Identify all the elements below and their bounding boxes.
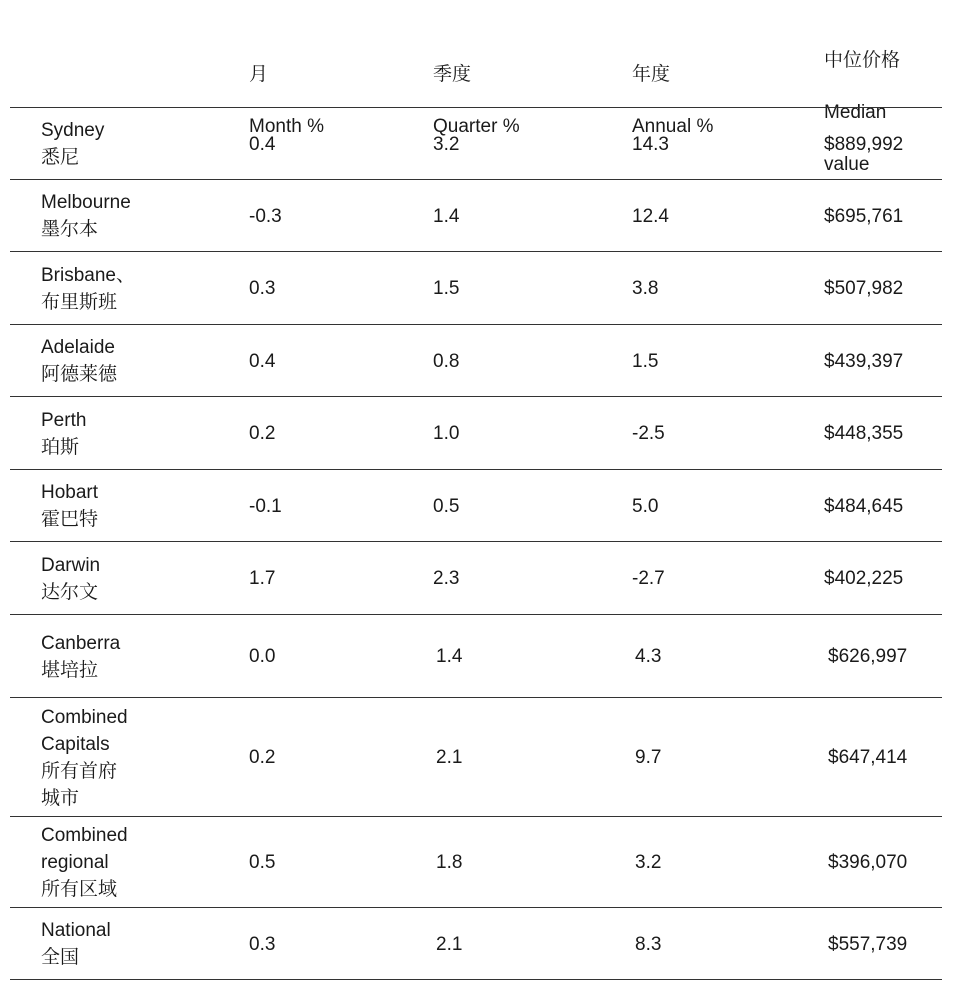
city-name-line: 达尔文 xyxy=(41,582,99,603)
quarter-value: 1.8 xyxy=(436,852,463,873)
median-value: $889,992 xyxy=(824,134,904,155)
median-value: $507,982 xyxy=(824,278,904,299)
quarter-value: 2.3 xyxy=(433,568,460,589)
table-row xyxy=(0,698,956,817)
median-value: $448,355 xyxy=(824,423,904,444)
city-name-line: National xyxy=(41,920,111,941)
month-value: 0.3 xyxy=(249,934,276,955)
city-name xyxy=(41,822,128,903)
city-name-line: 布里斯班 xyxy=(41,292,118,313)
quarter-value: 2.1 xyxy=(436,934,463,955)
header-month-en: Month % xyxy=(249,116,324,137)
city-name-line: Melbourne xyxy=(41,192,131,213)
month-value: -0.1 xyxy=(249,496,282,517)
city-name xyxy=(41,479,98,533)
table-row xyxy=(0,817,956,908)
quarter-value: 1.0 xyxy=(433,423,460,444)
annual-value: 4.3 xyxy=(635,646,662,667)
city-name-line: 所有首府 xyxy=(41,761,118,782)
city-name xyxy=(41,552,100,606)
table-row xyxy=(0,180,956,252)
city-name-line: Capitals xyxy=(41,734,110,755)
quarter-value: 1.5 xyxy=(433,278,460,299)
city-name-line: Canberra xyxy=(41,633,121,654)
table-row xyxy=(0,252,956,325)
city-name-line: 全国 xyxy=(41,947,80,968)
median-value: $484,645 xyxy=(824,496,904,517)
city-name-line: Sydney xyxy=(41,120,105,141)
month-value: -0.3 xyxy=(249,206,282,227)
city-name xyxy=(41,917,111,971)
city-name xyxy=(41,262,135,316)
annual-value: 9.7 xyxy=(635,747,662,768)
city-name-line: regional xyxy=(41,852,109,873)
city-name-line: 堪培拉 xyxy=(41,660,99,681)
header-median-en1: Median xyxy=(824,102,887,123)
annual-value: -2.7 xyxy=(632,568,665,589)
header-median-en2: value xyxy=(824,154,870,175)
city-name-line: 阿德莱德 xyxy=(41,364,118,385)
row-divider xyxy=(10,979,942,980)
city-name-line: 墨尔本 xyxy=(41,219,99,240)
city-name xyxy=(41,407,86,461)
city-name xyxy=(41,334,117,388)
annual-value: 12.4 xyxy=(632,206,669,227)
city-name-line: 悉尼 xyxy=(41,147,80,168)
table-row xyxy=(0,108,956,180)
header-annual-zh: 年度 xyxy=(632,64,671,85)
header-median-zh: 中位价格 xyxy=(824,50,901,71)
table-row xyxy=(0,397,956,470)
month-value: 0.4 xyxy=(249,134,276,155)
city-name-line: Combined xyxy=(41,825,128,846)
city-name xyxy=(41,117,104,171)
annual-value: 3.2 xyxy=(635,852,662,873)
annual-value: 14.3 xyxy=(632,134,669,155)
month-value: 0.0 xyxy=(249,646,276,667)
month-value: 0.2 xyxy=(249,423,276,444)
city-name-line: 所有区域 xyxy=(41,879,118,900)
median-value: $402,225 xyxy=(824,568,904,589)
city-name-line: 珀斯 xyxy=(41,437,80,458)
city-name-line: Adelaide xyxy=(41,337,115,358)
annual-value: 5.0 xyxy=(632,496,659,517)
table-row xyxy=(0,325,956,397)
quarter-value: 0.5 xyxy=(433,496,460,517)
quarter-value: 1.4 xyxy=(436,646,463,667)
city-name-line: Brisbane、 xyxy=(41,265,135,286)
city-name xyxy=(41,630,120,684)
city-name-line: Darwin xyxy=(41,555,101,576)
city-name-line: Hobart xyxy=(41,482,99,503)
city-name-line: 霍巴特 xyxy=(41,509,99,530)
city-name xyxy=(41,704,128,812)
city-name-line: Perth xyxy=(41,410,87,431)
month-value: 0.4 xyxy=(249,351,276,372)
annual-value: 1.5 xyxy=(632,351,659,372)
median-value: $557,739 xyxy=(828,934,908,955)
header-month-zh: 月 xyxy=(249,64,269,85)
annual-value: 8.3 xyxy=(635,934,662,955)
annual-value: -2.5 xyxy=(632,423,665,444)
month-value: 0.2 xyxy=(249,747,276,768)
city-name-line: 城市 xyxy=(41,788,80,809)
table-row xyxy=(0,542,956,615)
median-value: $626,997 xyxy=(828,646,908,667)
month-value: 1.7 xyxy=(249,568,276,589)
median-value: $439,397 xyxy=(824,351,904,372)
header-quarter-zh: 季度 xyxy=(433,64,472,85)
month-value: 0.3 xyxy=(249,278,276,299)
median-value: $396,070 xyxy=(828,852,908,873)
header-annual-en: Annual % xyxy=(632,116,714,137)
quarter-value: 0.8 xyxy=(433,351,460,372)
table-row xyxy=(0,470,956,542)
median-value: $647,414 xyxy=(828,747,908,768)
quarter-value: 1.4 xyxy=(433,206,460,227)
table-row xyxy=(0,615,956,698)
header-quarter-en: Quarter % xyxy=(433,116,520,137)
annual-value: 3.8 xyxy=(632,278,659,299)
city-name xyxy=(41,189,131,243)
quarter-value: 2.1 xyxy=(436,747,463,768)
quarter-value: 3.2 xyxy=(433,134,460,155)
city-name-line: Combined xyxy=(41,707,128,728)
table-row xyxy=(0,908,956,980)
month-value: 0.5 xyxy=(249,852,276,873)
median-value: $695,761 xyxy=(824,206,904,227)
